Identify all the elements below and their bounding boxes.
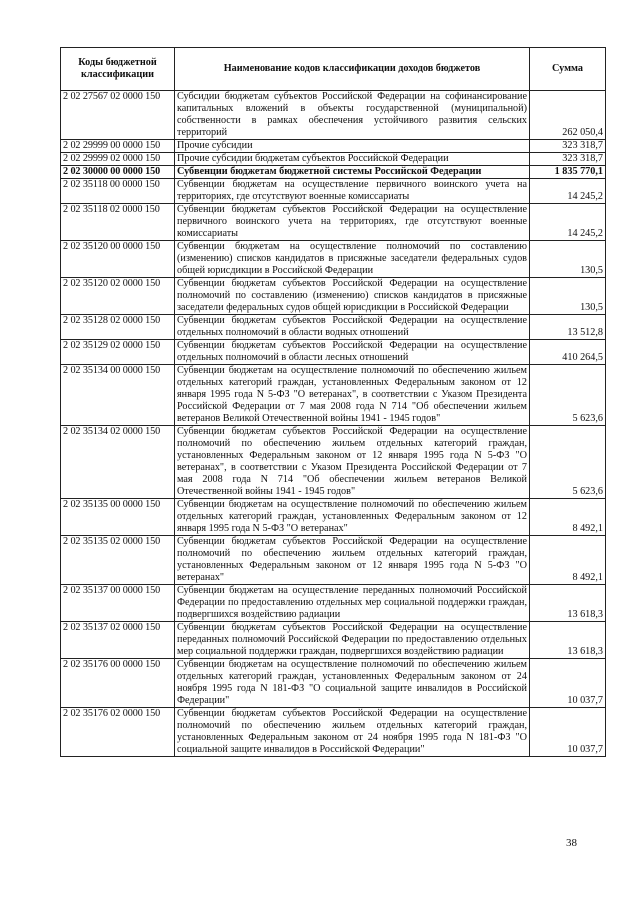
row-name: Субвенции бюджетам субъектов Российской Федерации на осуществление полномочий по обеспечению жильем отдельных категорий граждан, установленных Федеральным законом от 12 января 1995 года N 5-ФЗ "О ветеранах", в соответствии с Указом Президента Российской Федерации от 7 мая 2008 года N 714 "Об обеспечении жильем ветеранов Великой Отечественной войны 1941 - 1945 годов" (175, 426, 530, 499)
table-row (61, 365, 606, 426)
row-code: 2 02 27567 02 0000 150 (61, 91, 175, 140)
row-sum: 8 492,1 (530, 536, 606, 585)
row-sum: 13 512,8 (530, 315, 606, 340)
row-name: Субсидии бюджетам субъектов Российской Федерации на софинансирование капитальных вложений в объекты государственной (муниципальной) собственности в рамках обеспечения устойчивого развития сельских территорий (175, 91, 530, 140)
document-page (60, 47, 605, 757)
table-row (61, 536, 606, 585)
row-name: Субвенции бюджетам на осуществление полномочий по обеспечению жильем отдельных категорий граждан, установленных Федеральным законом от 12 января 1995 года N 5-ФЗ "О ветеранах" (175, 499, 530, 536)
table-body (61, 91, 606, 757)
row-code: 2 02 35118 00 0000 150 (61, 179, 175, 204)
row-sum: 10 037,7 (530, 659, 606, 708)
table-header-row (61, 48, 606, 91)
row-code: 2 02 35176 00 0000 150 (61, 659, 175, 708)
row-name: Субвенции бюджетам субъектов Российской Федерации на осуществление отдельных полномочий в области водных отношений (175, 315, 530, 340)
table-row (61, 622, 606, 659)
page-number: 38 (566, 837, 577, 849)
row-code: 2 02 35135 00 0000 150 (61, 499, 175, 536)
table-row (61, 426, 606, 499)
row-sum: 14 245,2 (530, 204, 606, 241)
table-row (61, 153, 606, 166)
row-name: Субвенции бюджетам субъектов Российской Федерации на осуществление полномочий по обеспечению жильем отдельных категорий граждан, установленных Федеральным законом от 12 января 1995 года N 5-ФЗ "О ветеранах" (175, 536, 530, 585)
row-code: 2 02 35128 02 0000 150 (61, 315, 175, 340)
table-row (61, 179, 606, 204)
row-sum: 5 623,6 (530, 365, 606, 426)
header-codes: Коды бюджетной классификации (61, 48, 175, 91)
row-name: Субвенции бюджетам на осуществление переданных полномочий Российской Федерации по предоставлению отдельных мер социальной поддержки граждан, подвергшихся воздействию радиации (175, 585, 530, 622)
table-row (61, 166, 606, 179)
row-code: 2 02 35134 00 0000 150 (61, 365, 175, 426)
row-sum: 323 318,7 (530, 140, 606, 153)
budget-income-table (60, 47, 606, 757)
row-code: 2 02 35129 02 0000 150 (61, 340, 175, 365)
table-row (61, 340, 606, 365)
row-name: Прочие субсидии (175, 140, 530, 153)
row-sum: 1 835 770,1 (530, 166, 606, 179)
table-row (61, 278, 606, 315)
table-row (61, 315, 606, 340)
table-row (61, 91, 606, 140)
row-name: Субвенции бюджетам субъектов Российской Федерации на осуществление полномочий по обеспечению жильем отдельных категорий граждан, установленных Федеральным законом от 24 ноября 1995 года N 181-ФЗ "О социальной защите инвалидов в Российской Федерации" (175, 708, 530, 757)
row-code: 2 02 35176 02 0000 150 (61, 708, 175, 757)
row-name: Субвенции бюджетам субъектов Российской Федерации на осуществление переданных полномочий Российской Федерации по предоставлению отдельных мер социальной поддержки граждан, подвергшихся воздействию радиации (175, 622, 530, 659)
row-sum: 5 623,6 (530, 426, 606, 499)
header-name: Наименование кодов классификации доходов бюджетов (175, 48, 530, 91)
row-code: 2 02 35134 02 0000 150 (61, 426, 175, 499)
row-sum: 130,5 (530, 241, 606, 278)
row-code: 2 02 29999 00 0000 150 (61, 140, 175, 153)
row-code: 2 02 35120 00 0000 150 (61, 241, 175, 278)
table-row (61, 499, 606, 536)
row-name: Субвенции бюджетам субъектов Российской Федерации на осуществление первичного воинского учета на территориях, где отсутствуют военные комиссариаты (175, 204, 530, 241)
row-code: 2 02 35118 02 0000 150 (61, 204, 175, 241)
row-sum: 130,5 (530, 278, 606, 315)
row-code: 2 02 35137 02 0000 150 (61, 622, 175, 659)
row-code: 2 02 35137 00 0000 150 (61, 585, 175, 622)
row-name: Субвенции бюджетам на осуществление полномочий по обеспечению жильем отдельных категорий граждан, установленных Федеральным законом от 12 января 1995 года N 5-ФЗ "О ветеранах", в соответствии с Указом Президента Российской Федерации от 7 мая 2008 года N 714 "Об обеспечении жильем ветеранов Великой Отечественной войны 1941 - 1945 годов" (175, 365, 530, 426)
row-code: 2 02 30000 00 0000 150 (61, 166, 175, 179)
row-sum: 8 492,1 (530, 499, 606, 536)
row-name: Субвенции бюджетам на осуществление полномочий по составлению (изменению) списков кандидатов в присяжные заседатели федеральных судов общей юрисдикции в Российской Федерации (175, 241, 530, 278)
row-sum: 410 264,5 (530, 340, 606, 365)
row-name: Субвенции бюджетам бюджетной системы Российской Федерации (175, 166, 530, 179)
row-sum: 14 245,2 (530, 179, 606, 204)
table-row (61, 140, 606, 153)
table-row (61, 241, 606, 278)
row-sum: 10 037,7 (530, 708, 606, 757)
row-sum: 13 618,3 (530, 585, 606, 622)
row-name: Субвенции бюджетам субъектов Российской Федерации на осуществление отдельных полномочий в области лесных отношений (175, 340, 530, 365)
row-name: Субвенции бюджетам на осуществление полномочий по обеспечению жильем отдельных категорий граждан, установленных Федеральным законом от 24 ноября 1995 года N 181-ФЗ "О социальной защите инвалидов в Российской Федерации" (175, 659, 530, 708)
row-name: Субвенции бюджетам на осуществление первичного воинского учета на территориях, где отсутствуют военные комиссариаты (175, 179, 530, 204)
row-name: Субвенции бюджетам субъектов Российской Федерации на осуществление полномочий по составлению (изменению) списков кандидатов в присяжные заседатели федеральных судов общей юрисдикции в Российской Федерации (175, 278, 530, 315)
row-sum: 323 318,7 (530, 153, 606, 166)
row-code: 2 02 35120 02 0000 150 (61, 278, 175, 315)
row-name: Прочие субсидии бюджетам субъектов Российской Федерации (175, 153, 530, 166)
row-sum: 13 618,3 (530, 622, 606, 659)
row-code: 2 02 35135 02 0000 150 (61, 536, 175, 585)
table-row (61, 708, 606, 757)
row-code: 2 02 29999 02 0000 150 (61, 153, 175, 166)
row-sum: 262 050,4 (530, 91, 606, 140)
table-row (61, 659, 606, 708)
table-row (61, 204, 606, 241)
header-sum: Сумма (530, 48, 606, 91)
table-row (61, 585, 606, 622)
